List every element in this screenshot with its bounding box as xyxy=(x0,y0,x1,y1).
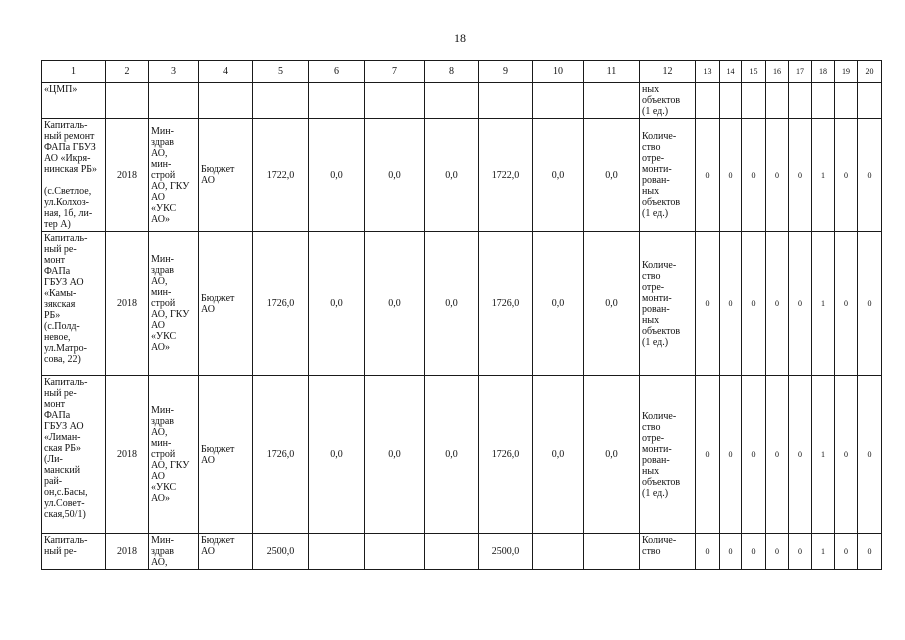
value-cell: 0,0 xyxy=(425,119,479,232)
year-cell: 2018 xyxy=(106,232,149,376)
value-cell: 1722,0 xyxy=(253,119,309,232)
column-number: 16 xyxy=(766,61,789,83)
column-number: 3 xyxy=(149,61,199,83)
indicator-value-cell xyxy=(720,83,742,119)
value-cell: 0,0 xyxy=(309,119,365,232)
value-cell: 2500,0 xyxy=(479,534,533,570)
indicator-value-cell: 0 xyxy=(720,376,742,534)
value-cell: 0,0 xyxy=(425,232,479,376)
column-number: 1 xyxy=(42,61,106,83)
indicator-value-cell: 0 xyxy=(720,232,742,376)
executor-cell xyxy=(149,83,199,119)
table-row xyxy=(42,232,882,376)
indicator-value-cell: 0 xyxy=(766,376,789,534)
value-cell xyxy=(253,83,309,119)
funding-source-cell: Бюджет АО xyxy=(199,119,253,232)
value-cell xyxy=(584,83,640,119)
value-cell xyxy=(425,83,479,119)
column-number: 12 xyxy=(640,61,696,83)
value-cell: 0,0 xyxy=(425,376,479,534)
indicator-cell: Количе- ство отре- монти- рован- ных объектов (1 ед.) xyxy=(640,376,696,534)
indicator-value-cell: 0 xyxy=(720,119,742,232)
year-cell: 2018 xyxy=(106,119,149,232)
indicator-value-cell: 0 xyxy=(858,376,882,534)
value-cell: 0,0 xyxy=(584,119,640,232)
indicator-value-cell: 0 xyxy=(696,534,720,570)
column-number: 20 xyxy=(858,61,882,83)
indicator-value-cell: 0 xyxy=(766,534,789,570)
column-number-row xyxy=(42,61,882,83)
indicator-value-cell: 0 xyxy=(766,232,789,376)
indicator-cell: Количе- ство отре- монти- рован- ных объектов (1 ед.) xyxy=(640,232,696,376)
value-cell: 0,0 xyxy=(309,376,365,534)
column-number: 5 xyxy=(253,61,309,83)
indicator-cell: Количе- ство отре- монти- рован- ных объектов (1 ед.) xyxy=(640,119,696,232)
object-name-cell: Капиталь- ный ре- монт ФАПа ГБУЗ АО «Камы- зякская РБ» (с.Полд- невое, ул.Матро- сова, 22) xyxy=(42,232,106,376)
value-cell: 0,0 xyxy=(365,376,425,534)
executor-cell: Мин- здрав АО, мин- строй АО, ГКУ АО «УКС АО» xyxy=(149,232,199,376)
indicator-cell: ных объектов (1 ед.) xyxy=(640,83,696,119)
year-cell: 2018 xyxy=(106,376,149,534)
table-row xyxy=(42,534,882,570)
funding-source-cell: Бюджет АО xyxy=(199,232,253,376)
indicator-value-cell: 0 xyxy=(696,376,720,534)
value-cell: 1722,0 xyxy=(479,119,533,232)
column-number: 7 xyxy=(365,61,425,83)
executor-cell: Мин- здрав АО, мин- строй АО, ГКУ АО «УКС АО» xyxy=(149,119,199,232)
indicator-value-cell: 0 xyxy=(858,119,882,232)
value-cell: 0,0 xyxy=(584,376,640,534)
value-cell: 1726,0 xyxy=(253,232,309,376)
value-cell: 0,0 xyxy=(533,232,584,376)
indicator-value-cell: 1 xyxy=(812,119,835,232)
indicator-value-cell: 0 xyxy=(789,376,812,534)
value-cell: 2500,0 xyxy=(253,534,309,570)
indicator-value-cell: 0 xyxy=(835,534,858,570)
value-cell xyxy=(365,83,425,119)
funding-source-cell xyxy=(199,83,253,119)
value-cell: 0,0 xyxy=(584,232,640,376)
value-cell xyxy=(309,83,365,119)
column-number: 2 xyxy=(106,61,149,83)
indicator-value-cell: 0 xyxy=(720,534,742,570)
indicator-value-cell xyxy=(835,83,858,119)
value-cell: 0,0 xyxy=(365,232,425,376)
indicator-value-cell: 0 xyxy=(742,534,766,570)
value-cell xyxy=(533,83,584,119)
indicator-value-cell: 0 xyxy=(789,119,812,232)
column-number: 9 xyxy=(479,61,533,83)
value-cell xyxy=(533,534,584,570)
value-cell xyxy=(425,534,479,570)
column-number: 6 xyxy=(309,61,365,83)
indicator-value-cell: 0 xyxy=(789,232,812,376)
column-number: 4 xyxy=(199,61,253,83)
object-name-cell: Капиталь- ный ре- xyxy=(42,534,106,570)
executor-cell: Мин- здрав АО, мин- строй АО, ГКУ АО «УКС АО» xyxy=(149,376,199,534)
year-cell: 2018 xyxy=(106,534,149,570)
indicator-cell: Количе- ство xyxy=(640,534,696,570)
executor-cell: Мин- здрав АО, xyxy=(149,534,199,570)
value-cell: 0,0 xyxy=(309,232,365,376)
funding-source-cell: Бюджет АО xyxy=(199,376,253,534)
indicator-value-cell xyxy=(812,83,835,119)
indicator-value-cell: 1 xyxy=(812,534,835,570)
indicator-value-cell: 0 xyxy=(696,119,720,232)
column-number: 11 xyxy=(584,61,640,83)
indicator-value-cell xyxy=(766,83,789,119)
column-number: 18 xyxy=(812,61,835,83)
value-cell xyxy=(365,534,425,570)
column-number: 15 xyxy=(742,61,766,83)
value-cell xyxy=(309,534,365,570)
indicator-value-cell: 1 xyxy=(812,376,835,534)
indicator-value-cell xyxy=(789,83,812,119)
value-cell xyxy=(479,83,533,119)
table-row xyxy=(42,376,882,534)
indicator-value-cell xyxy=(696,83,720,119)
value-cell xyxy=(584,534,640,570)
indicator-value-cell: 0 xyxy=(835,232,858,376)
table-row xyxy=(42,83,882,119)
indicator-value-cell: 0 xyxy=(742,376,766,534)
indicator-value-cell xyxy=(858,83,882,119)
indicator-value-cell: 0 xyxy=(696,232,720,376)
indicator-value-cell: 0 xyxy=(858,232,882,376)
indicator-value-cell: 0 xyxy=(858,534,882,570)
object-name-cell: Капиталь- ный ремонт ФАПа ГБУЗ АО «Икря- нинская РБ» (с.Светлое, ул.Колхоз- ная, 1б, ли- тер А) xyxy=(42,119,106,232)
column-number: 17 xyxy=(789,61,812,83)
table-row xyxy=(42,119,882,232)
value-cell: 0,0 xyxy=(365,119,425,232)
indicator-value-cell: 1 xyxy=(812,232,835,376)
indicator-value-cell: 0 xyxy=(789,534,812,570)
value-cell: 1726,0 xyxy=(253,376,309,534)
column-number: 19 xyxy=(835,61,858,83)
column-number: 13 xyxy=(696,61,720,83)
indicator-value-cell: 0 xyxy=(742,232,766,376)
page-number: 18 xyxy=(454,31,466,45)
indicator-value-cell: 0 xyxy=(835,119,858,232)
column-number: 14 xyxy=(720,61,742,83)
funding-source-cell: Бюджет АО xyxy=(199,534,253,570)
value-cell: 0,0 xyxy=(533,119,584,232)
year-cell xyxy=(106,83,149,119)
value-cell: 1726,0 xyxy=(479,376,533,534)
column-number: 8 xyxy=(425,61,479,83)
column-number: 10 xyxy=(533,61,584,83)
value-cell: 1726,0 xyxy=(479,232,533,376)
object-name-cell: Капиталь- ный ре- монт ФАПа ГБУЗ АО «Лиман- ская РБ» (Ли- манский рай- он,с.Басы, ул.Совет- ская,50/1) xyxy=(42,376,106,534)
value-cell: 0,0 xyxy=(533,376,584,534)
indicator-value-cell: 0 xyxy=(766,119,789,232)
program-table xyxy=(41,60,882,570)
indicator-value-cell: 0 xyxy=(835,376,858,534)
indicator-value-cell xyxy=(742,83,766,119)
object-name-cell: «ЦМП» xyxy=(42,83,106,119)
indicator-value-cell: 0 xyxy=(742,119,766,232)
